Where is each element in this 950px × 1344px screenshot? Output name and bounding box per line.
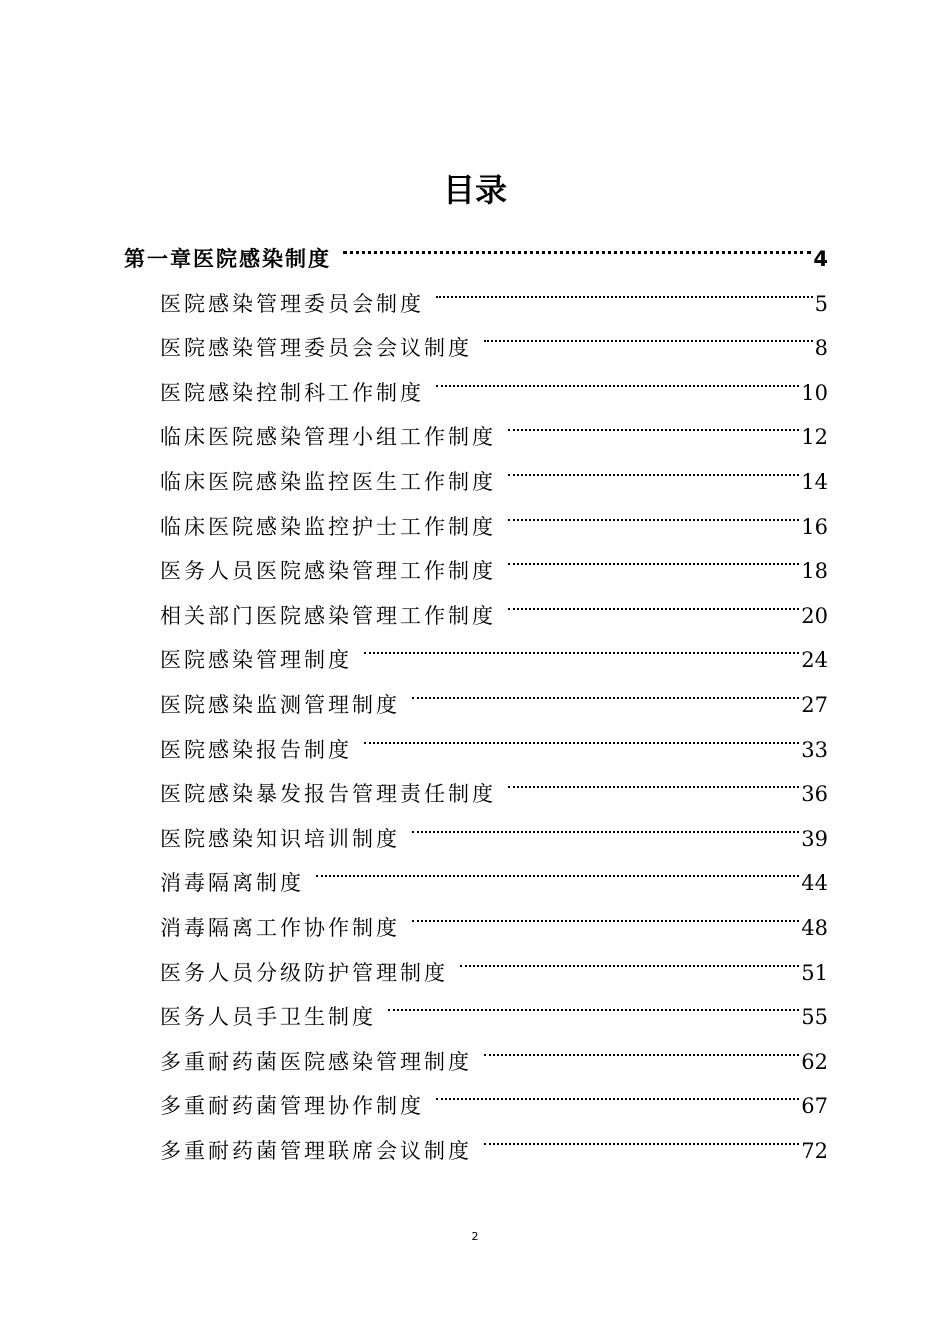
toc-entry-title: 医务人员医院感染管理工作制度 [160,559,496,584]
toc-entry-title: 医院感染知识培训制度 [160,826,400,851]
toc-entry-page: 12 [801,425,828,450]
toc-entry-page: 27 [801,693,828,717]
toc-entry-page: 62 [801,1049,828,1074]
toc-leader-dots [508,579,799,623]
toc-entry-page: 67 [801,1094,828,1119]
toc-entry-page: 39 [801,826,828,851]
toc-entry[interactable] [160,1025,828,1074]
toc-entry-title: 临床医院感染监控医生工作制度 [160,470,496,494]
toc-chapter-page: 4 [813,247,828,271]
toc-entry-title: 消毒隔离工作协作制度 [160,916,400,940]
toc-entry[interactable] [160,490,828,539]
toc-chapter-title: 第一章医院感染制度 [124,247,331,271]
toc-entry[interactable] [160,1069,828,1119]
toc-entry-title: 医院感染监测管理制度 [160,693,400,717]
toc-entry[interactable] [160,668,828,717]
toc-leader-dots [436,267,813,311]
toc-leader-dots [508,400,799,444]
toc-entry-page: 24 [801,648,828,673]
toc-entry-title: 多重耐药菌管理协作制度 [160,1094,424,1119]
toc-entry[interactable] [160,936,828,985]
toc-entry-page: 55 [801,1005,828,1030]
toc-entry-title: 医院感染管理委员会会议制度 [160,336,472,361]
toc-entry[interactable] [160,579,828,628]
toc-leader-dots [388,980,799,1024]
toc-entry-title: 医院感染暴发报告管理责任制度 [160,782,496,807]
toc-leader-dots [508,445,799,489]
page-number: 2 [471,1230,479,1243]
toc-entry-page: 5 [814,291,828,316]
toc-entry-title: 医院感染管理委员会制度 [160,291,424,316]
toc-entry-page: 8 [814,336,828,361]
toc-entry[interactable] [160,534,828,584]
toc-entry-title: 临床医院感染监控护士工作制度 [160,514,496,539]
toc-leader-dots [412,802,799,846]
toc-leader-dots [460,936,799,980]
toc-leader-dots [484,1114,799,1158]
toc-entry[interactable] [160,356,828,405]
toc-entry[interactable] [160,1114,828,1163]
page-title: 目录 [442,171,507,209]
toc-entry-title: 多重耐药菌医院感染管理制度 [160,1049,472,1074]
toc-entry[interactable] [160,445,828,494]
toc-entry-title: 医院感染报告制度 [160,737,352,762]
toc-entry-page: 10 [801,380,828,405]
toc-entry-page: 18 [801,559,828,584]
toc-leader-dots [364,623,799,667]
toc-entry[interactable] [160,267,828,316]
toc-entry-title: 医务人员分级防护管理制度 [160,960,448,985]
toc-entry-page: 44 [801,871,828,896]
toc-entry-title: 消毒隔离制度 [160,871,304,896]
toc-chapter-row[interactable] [124,222,828,271]
toc-entry-page: 16 [801,514,828,539]
toc-entry-title: 医院感染控制科工作制度 [160,380,424,405]
toc-entry[interactable] [160,713,828,762]
toc-entry[interactable] [160,980,828,1030]
toc-leader-dots [508,534,799,578]
toc-leader-dots [436,1069,799,1113]
toc-entry-title: 相关部门医院感染管理工作制度 [160,603,496,628]
toc-entry[interactable] [160,891,828,940]
toc-entry[interactable] [160,757,828,807]
toc-entry-page: 14 [801,470,828,494]
toc-entry-page: 48 [801,916,828,940]
toc-entry-title: 医院感染管理制度 [160,648,352,673]
toc-entry-page: 33 [801,737,828,762]
toc-leader-dots [343,222,811,266]
toc-leader-dots [412,891,799,935]
toc-leader-dots [484,1025,799,1069]
toc-leader-dots [508,757,799,801]
toc-entry-page: 72 [801,1139,828,1163]
toc-leader-dots [316,846,799,890]
toc-entry-title: 多重耐药菌管理联席会议制度 [160,1139,472,1163]
toc-entry[interactable] [160,802,828,851]
toc-leader-dots [484,311,813,355]
toc-leader-dots [364,713,799,757]
toc-leader-dots [508,490,799,534]
toc-entry-page: 36 [801,782,828,807]
toc-entry-page: 20 [801,603,828,628]
toc-leader-dots [436,356,799,400]
toc-entry-title: 临床医院感染管理小组工作制度 [160,425,496,450]
toc-leader-dots [412,668,799,712]
toc-entry-title: 医务人员手卫生制度 [160,1005,376,1030]
toc-entry[interactable] [160,400,828,450]
toc-entry-page: 51 [801,960,828,985]
toc-entry[interactable] [160,311,828,361]
toc-entry[interactable] [160,846,828,896]
toc-entry[interactable] [160,623,828,673]
